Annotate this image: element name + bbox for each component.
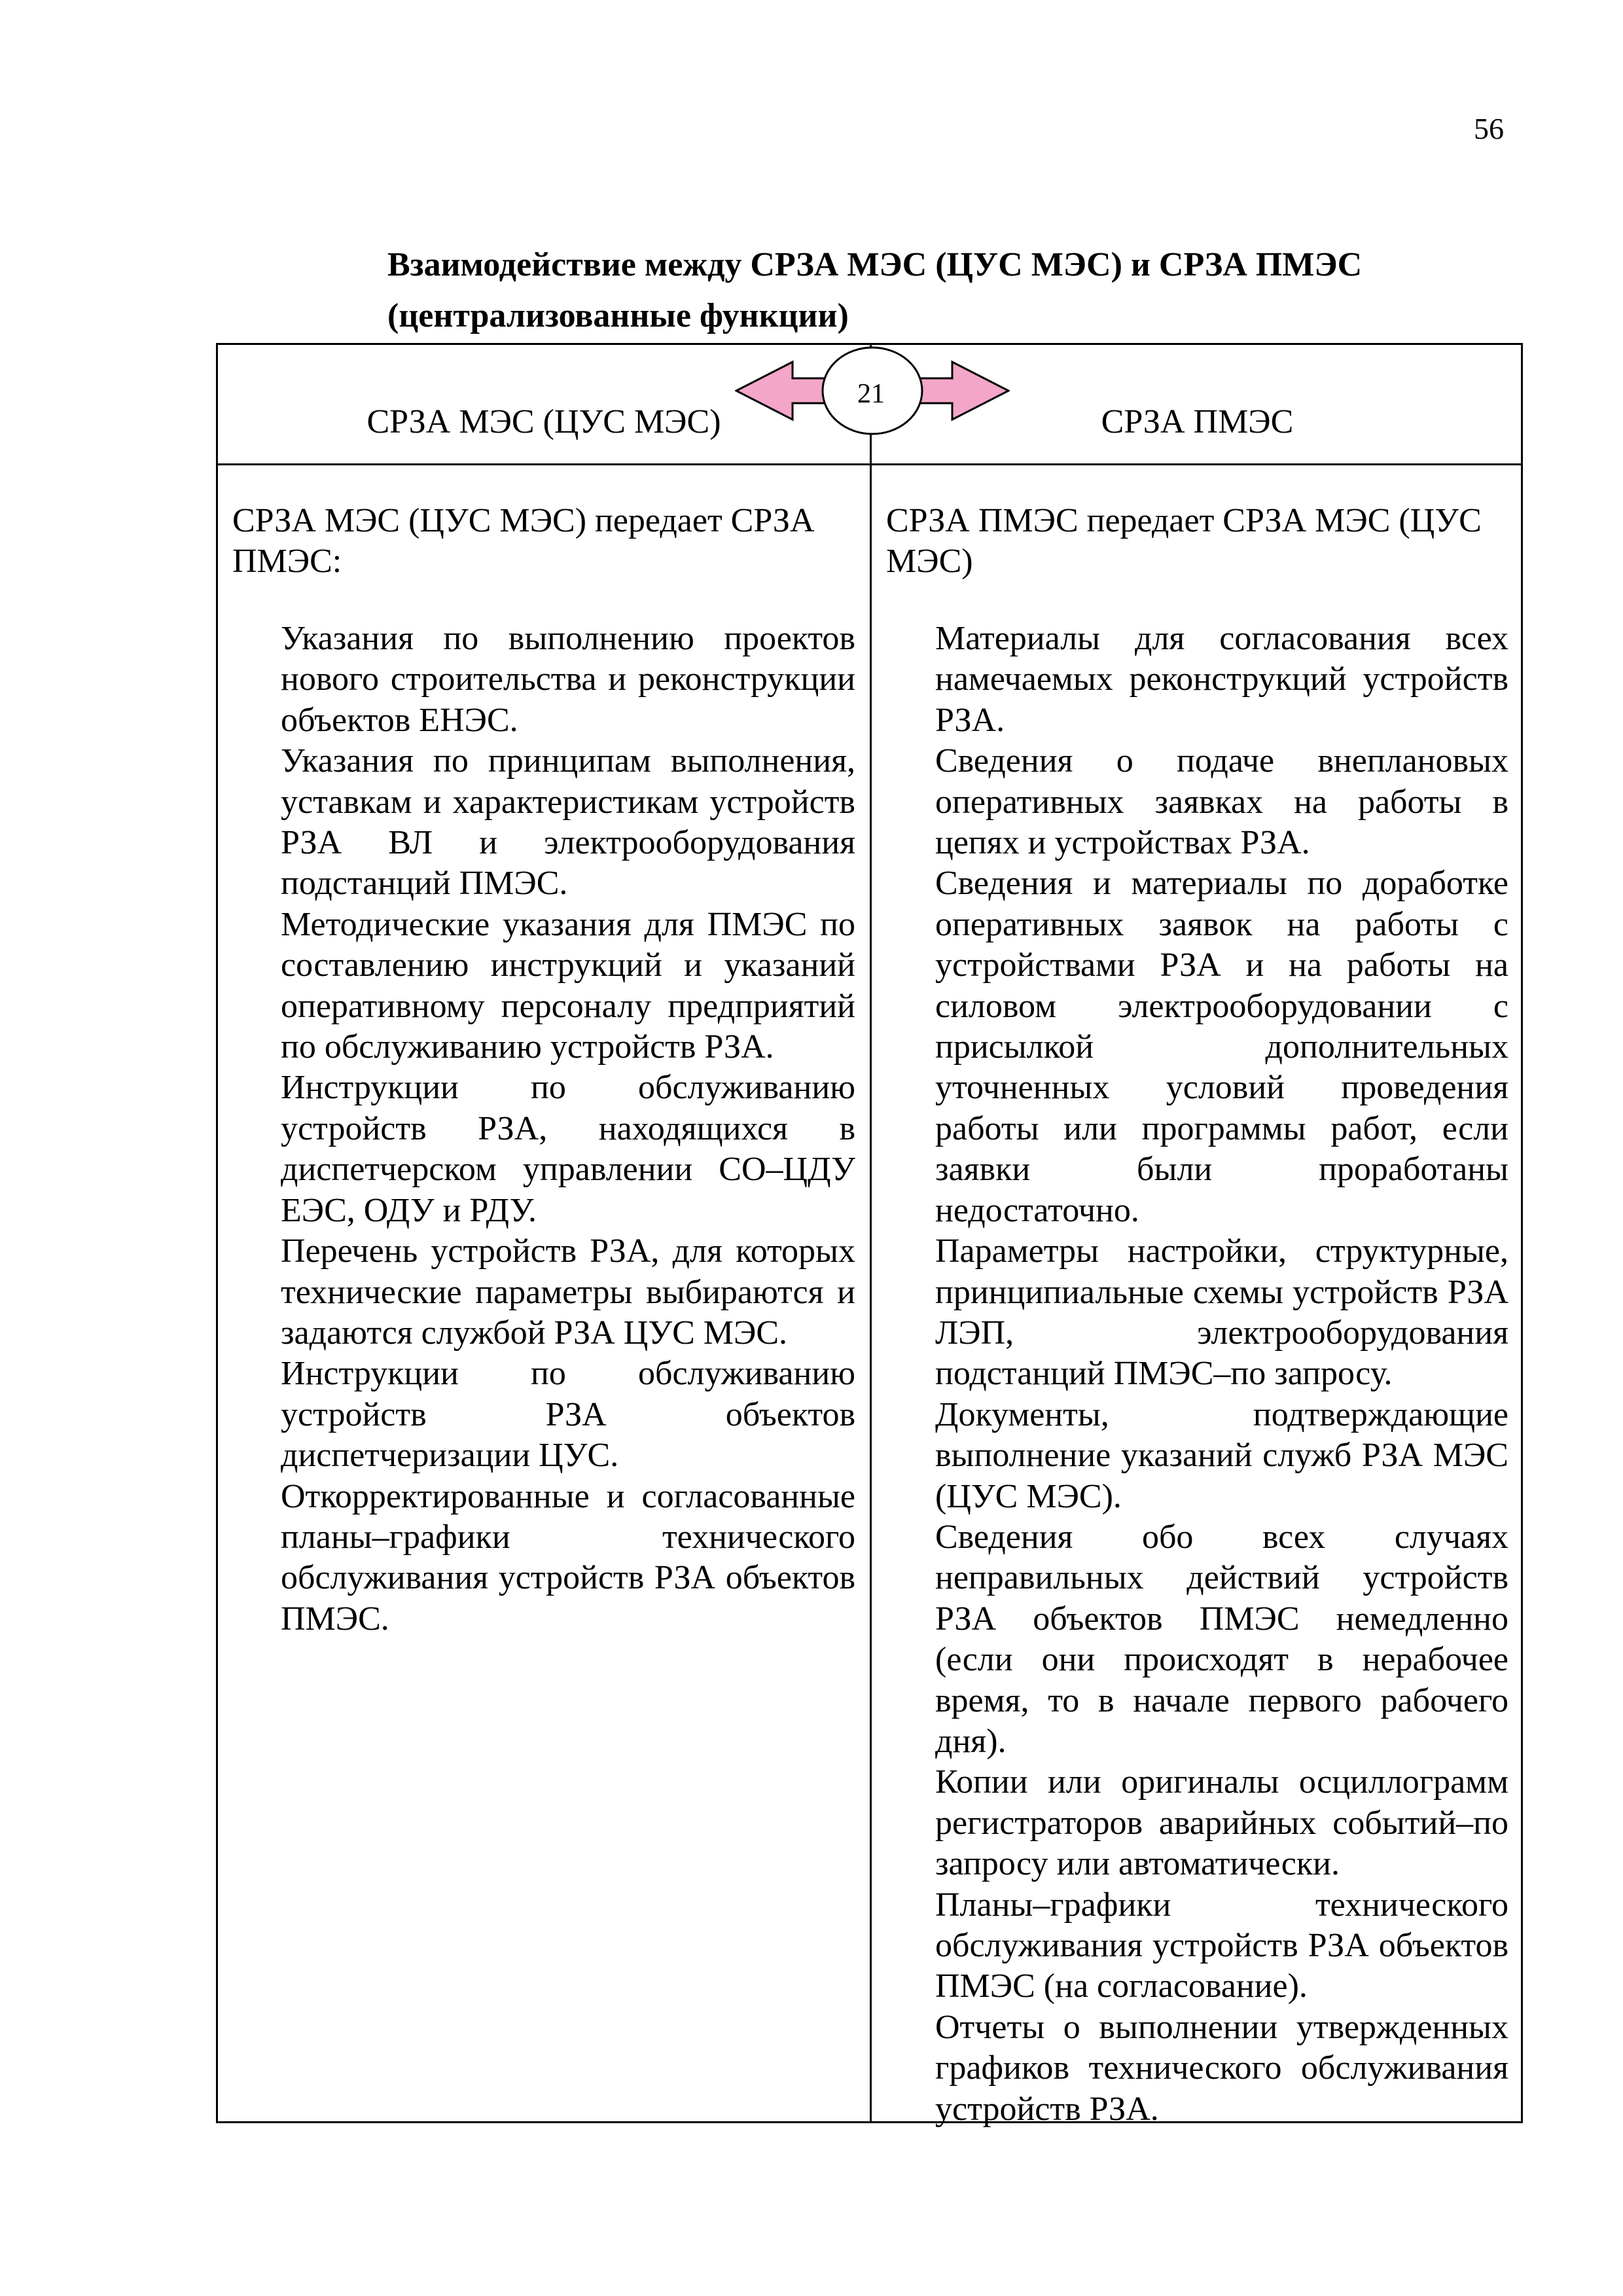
interaction-table (216, 343, 1523, 2128)
list-item: Сведения и материалы по доработке оперативных заявок на работы с устройствами РЗА и на работы на силовом электрооборудовании с присылкой дополнительных уточненных условий проведения работы или программы работ, если заявки были проработаны недостаточно. (935, 865, 1508, 1229)
connector-number: 21 (857, 379, 885, 409)
list-item: Копии или оригиналы осциллограмм регистраторов аварийных событий–по запросу или автоматически. (935, 1763, 1508, 1883)
list-item: Сведения обо всех случаях неправильных действий устройств РЗА объектов ПМЭС немедленно (если они происходят в нерабочее время, то в начале первого рабочего дня). (935, 1518, 1508, 1760)
list-item: Отчеты о выполнении утвержденных графиков технического обслуживания устройств РЗА. (935, 2008, 1508, 2128)
right-intro-text: СРЗА ПМЭС передает СРЗА МЭС (ЦУС МЭС) (886, 502, 1482, 580)
right-items-list (935, 619, 1508, 2130)
document-title (387, 240, 1362, 342)
title-line-2: (централизованные функции) (387, 297, 849, 334)
title-line-1: Взаимодействие между СРЗА МЭС (ЦУС МЭС) и СРЗА ПМЭС (387, 246, 1363, 283)
list-item: Параметры настройки, структурные, принципиальные схемы устройств РЗА ЛЭП, электрооборудования подстанций ПМЭС–по запросу. (935, 1232, 1508, 1393)
left-items-list (281, 619, 855, 1640)
left-arrow-shape (736, 362, 833, 420)
column-divider (870, 345, 872, 2121)
header-divider (218, 463, 1521, 465)
list-item: Сведения о подаче внеплановых оперативных заявках на работы в цепях и устройствах РЗА. (935, 742, 1508, 862)
list-item: Инструкции по обслуживанию устройств РЗА объектов диспетчеризации ЦУС. (281, 1355, 855, 1475)
page-number: 56 (1474, 112, 1504, 145)
left-column-header: СРЗА МЭС (ЦУС МЭС) (366, 403, 721, 440)
list-item: Планы–графики технического обслуживания устройств РЗА объектов ПМЭС (на согласование). (935, 1886, 1508, 2005)
list-item: Материалы для согласования всех намечаемых реконструкций устройств РЗА. (935, 620, 1508, 739)
list-item: Инструкции по обслуживанию устройств РЗА, находящихся в диспетчерском управлении СО–ЦДУ ЕЭС, ОДУ и РДУ. (281, 1069, 855, 1229)
list-item: Откорректированные и согласованные планы–графики технического обслуживания устройств РЗА объектов ПМЭС. (281, 1477, 855, 1638)
list-item: Указания по принципам выполнения, уставкам и характеристикам устройств РЗА ВЛ и электрооборудования подстанций ПМЭС. (281, 742, 855, 903)
list-item: Указания по выполнению проектов нового строительства и реконструкции объектов ЕНЭС. (281, 620, 855, 739)
left-intro-text: СРЗА МЭС (ЦУС МЭС) передает СРЗА ПМЭС: (232, 502, 815, 580)
list-item: Методические указания для ПМЭС по составлению инструкций и указаний оперативному персоналу предприятий по обслуживанию устройств РЗА. (281, 905, 855, 1066)
list-item: Документы, подтверждающие выполнение указаний служб РЗА МЭС (ЦУС МЭС). (935, 1395, 1508, 1515)
list-item: Перечень устройств РЗА, для которых технические параметры выбираются и задаются службой РЗА ЦУС МЭС. (281, 1232, 855, 1352)
right-arrow-shape (912, 362, 1008, 420)
right-column-header: СРЗА ПМЭС (1101, 403, 1294, 440)
